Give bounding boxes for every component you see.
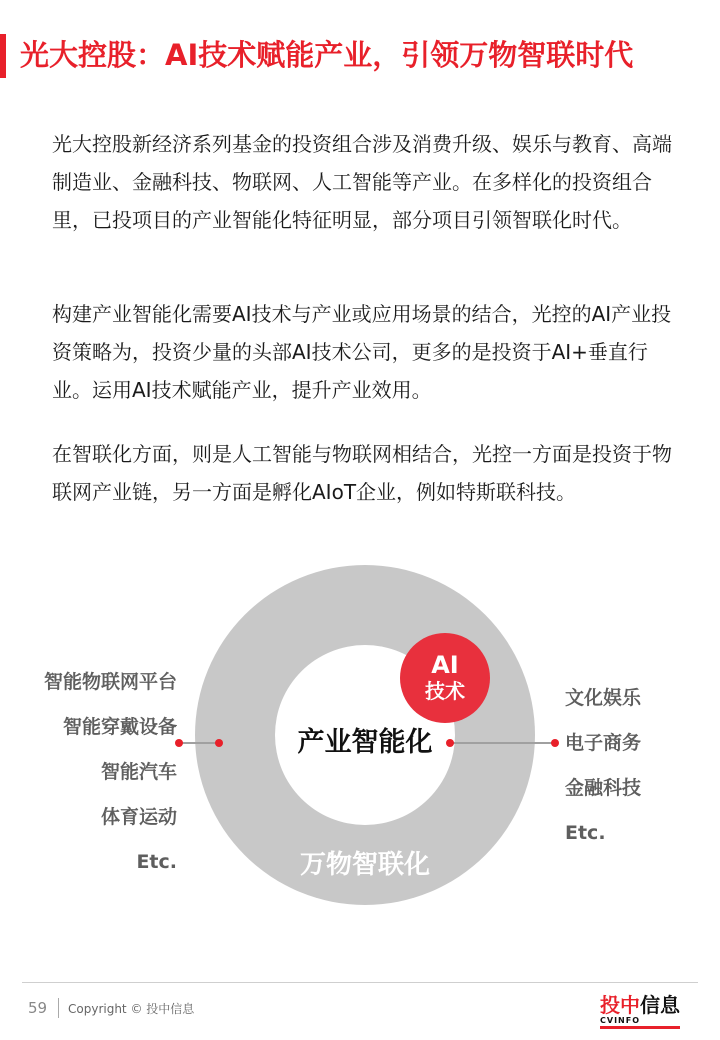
right-connector-dot-outer bbox=[551, 739, 559, 747]
paragraph-2: 构建产业智能化需要AI技术与产业或应用场景的结合，光控的AI产业投资策略为，投资少量的头部AI技术公司，更多的是投资于AI+垂直行业。运用AI技术赋能产业，提升产业效用。 bbox=[52, 302, 672, 402]
left-connector-line bbox=[180, 742, 220, 744]
right-category-list bbox=[565, 676, 641, 856]
left-item: 智能汽车 bbox=[100, 761, 177, 783]
ai-tech-badge bbox=[400, 633, 490, 723]
right-item: Etc. bbox=[565, 822, 606, 844]
left-item: 智能穿戴设备 bbox=[62, 716, 177, 738]
footer-separator bbox=[58, 998, 59, 1018]
center-label: 产业智能化 bbox=[297, 727, 433, 758]
logo-black-text: 信息 bbox=[640, 993, 680, 1017]
page-title: 光大控股：AI技术赋能产业，引领万物智联时代 bbox=[20, 38, 634, 72]
cvinfo-logo bbox=[600, 994, 684, 1029]
logo-chinese-text bbox=[600, 994, 684, 1016]
left-category-list bbox=[44, 660, 177, 885]
paragraph-1: 光大控股新经济系列基金的投资组合涉及消费升级、娱乐与教育、高端制造业、金融科技、物联网、人工智能等产业。在多样化的投资组合里，已投项目的产业智能化特征明显，部分项目引领智联化时代。 bbox=[52, 132, 672, 232]
footer-divider bbox=[22, 982, 698, 983]
title-accent-bar bbox=[0, 34, 6, 78]
right-connector-line bbox=[450, 742, 555, 744]
outer-ring-label: 万物智联化 bbox=[299, 850, 430, 880]
left-item: Etc. bbox=[136, 851, 177, 873]
right-item: 金融科技 bbox=[565, 777, 642, 799]
left-item: 智能物联网平台 bbox=[43, 671, 177, 693]
right-connector-dot-inner bbox=[446, 739, 454, 747]
logo-english-text: CVINFO bbox=[600, 1016, 640, 1025]
ai-badge-line2: 技术 bbox=[425, 679, 465, 703]
paragraph-3: 在智联化方面，则是人工智能与物联网相结合，光控一方面是投资于物联网产业链，另一方面是孵化AIoT企业，例如特斯联科技。 bbox=[52, 442, 672, 504]
ai-ecosystem-diagram bbox=[0, 560, 720, 930]
left-connector-dot-inner bbox=[215, 739, 223, 747]
right-item: 文化娱乐 bbox=[565, 687, 642, 709]
logo-red-text: 投中 bbox=[600, 993, 640, 1017]
page-number: 59 bbox=[28, 999, 48, 1017]
ai-badge-line1: AI bbox=[431, 651, 459, 679]
logo-underline bbox=[600, 1026, 680, 1029]
left-item: 体育运动 bbox=[100, 806, 177, 828]
copyright-text: Copyright © 投中信息 bbox=[68, 1002, 195, 1016]
right-item: 电子商务 bbox=[565, 732, 642, 754]
